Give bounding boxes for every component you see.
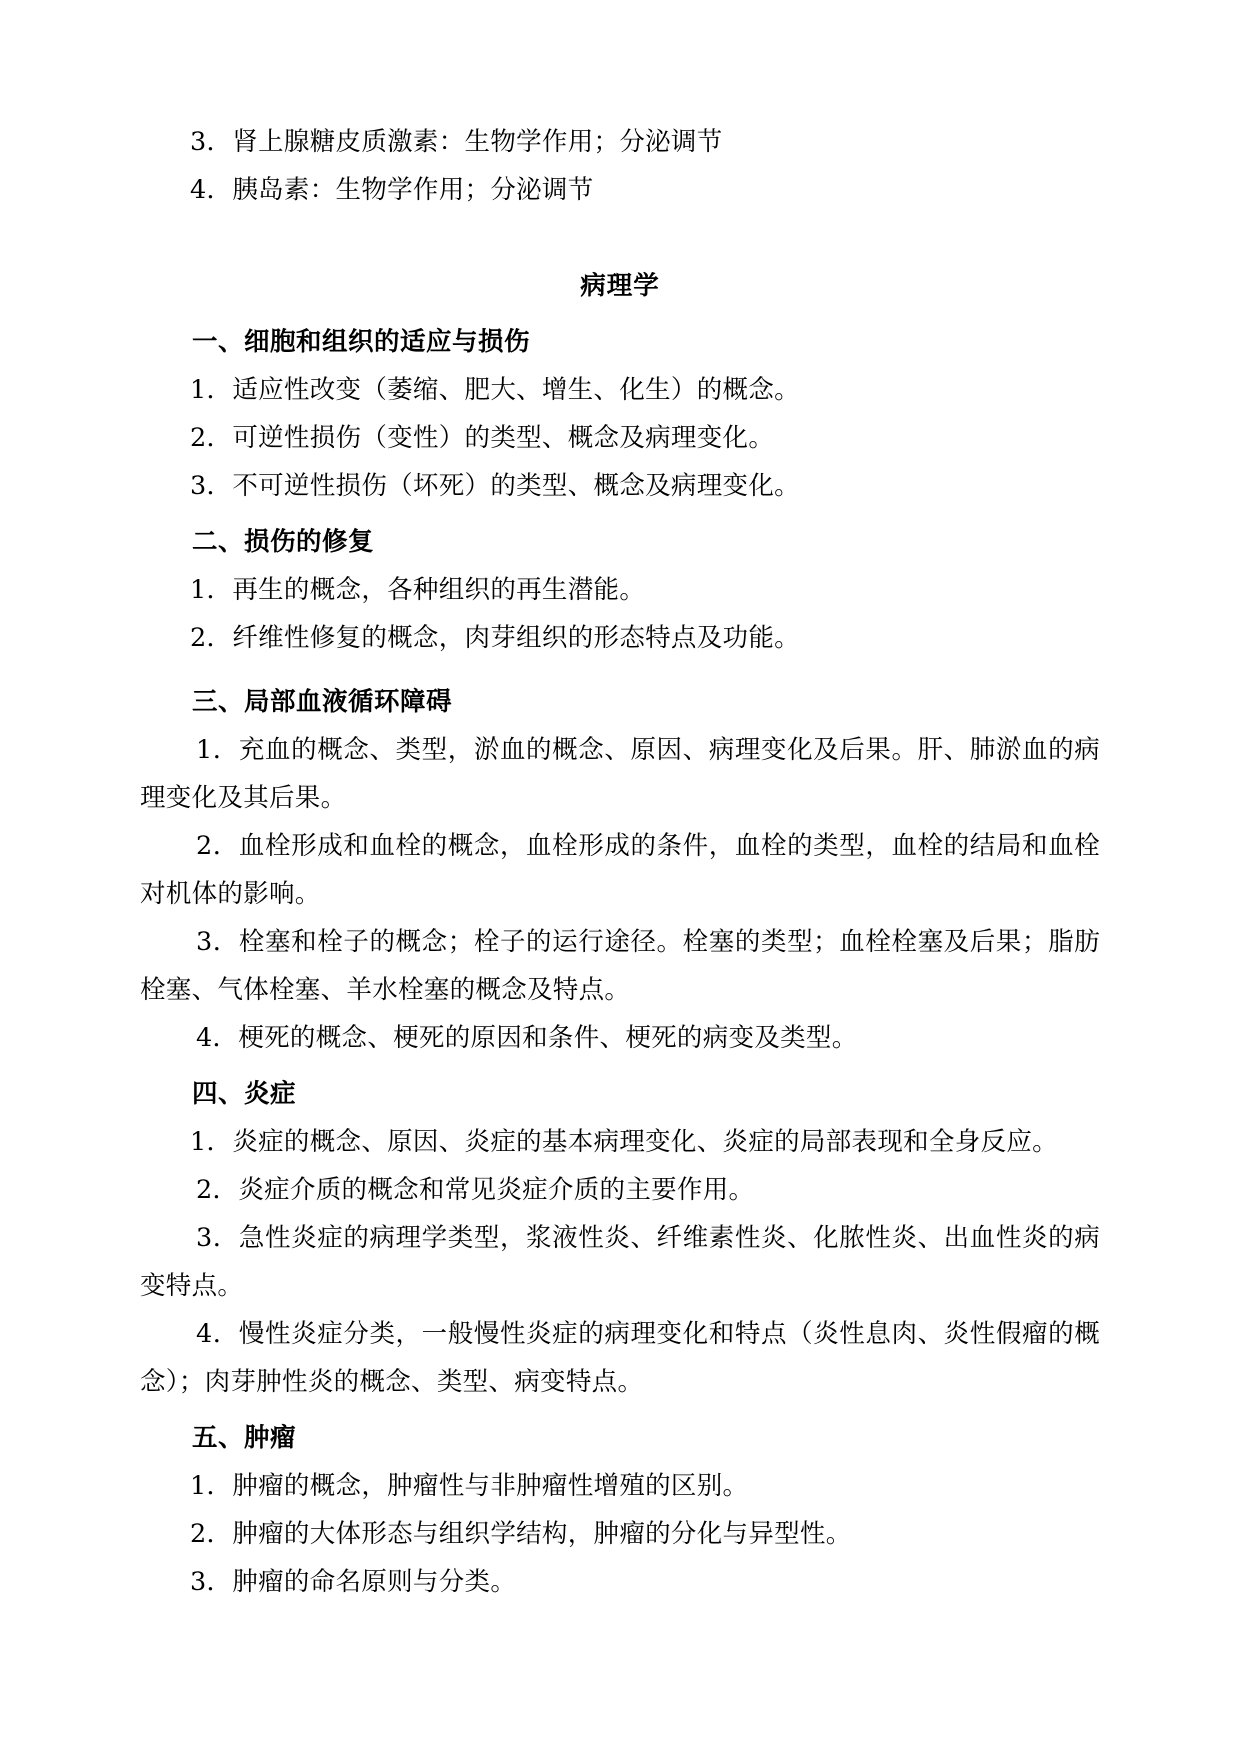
title-spacer <box>140 214 1100 262</box>
list-item: 1．肿瘤的概念，肿瘤性与非肿瘤性增殖的区别。 <box>190 1471 749 1501</box>
continued-items-block <box>140 118 1100 214</box>
list-item: 2．可逆性损伤（变性）的类型、概念及病理变化。 <box>190 423 775 453</box>
list-item: 2．纤维性修复的概念，肉芽组织的形态特点及功能。 <box>190 623 800 653</box>
section-gap <box>140 1062 1100 1070</box>
list-item: 1．再生的概念，各种组织的再生潜能。 <box>190 575 646 605</box>
section-gap <box>140 510 1100 518</box>
section-block <box>140 1070 1100 1406</box>
section-heading: 四、炎症 <box>192 1079 297 1109</box>
list-item: 1．适应性改变（萎缩、肥大、增生、化生）的概念。 <box>190 375 800 405</box>
list-item: 4．慢性炎症分类，一般慢性炎症的病理变化和特点（炎性息肉、炎性假瘤的概念）；肉芽肿性炎的概念、类型、病变特点。 <box>140 1319 1100 1397</box>
title-gap <box>140 310 1100 318</box>
list-item: 3．不可逆性损伤（坏死）的类型、概念及病理变化。 <box>190 471 800 501</box>
list-item: 2．肿瘤的大体形态与组织学结构，肿瘤的分化与异型性。 <box>190 1519 852 1549</box>
section-block <box>140 1414 1100 1606</box>
list-item: 3．栓塞和栓子的概念；栓子的运行途径。栓塞的类型；血栓栓塞及后果；脂肪栓塞、气体栓塞、羊水栓塞的概念及特点。 <box>140 927 1100 1005</box>
section-block <box>140 518 1100 662</box>
section-block <box>140 318 1100 510</box>
list-item: 4．梗死的概念、梗死的原因和条件、梗死的病变及类型。 <box>196 1023 858 1053</box>
list-item: 3．肿瘤的命名原则与分类。 <box>190 1567 517 1597</box>
section-heading: 一、细胞和组织的适应与损伤 <box>192 327 531 357</box>
list-item: 4．胰岛素：生物学作用；分泌调节 <box>190 175 594 205</box>
section-heading: 三、局部血液循环障碍 <box>192 687 453 717</box>
list-item: 3．肾上腺糖皮质激素：生物学作用；分泌调节 <box>190 127 723 157</box>
list-item: 1．炎症的概念、原因、炎症的基本病理变化、炎症的局部表现和全身反应。 <box>190 1127 1058 1157</box>
list-item: 1．充血的概念、类型，淤血的概念、原因、病理变化及后果。肝、肺淤血的病理变化及其后果。 <box>140 735 1100 813</box>
section-gap <box>140 662 1100 678</box>
section-block <box>140 678 1100 1062</box>
list-item: 3．急性炎症的病理学类型，浆液性炎、纤维素性炎、化脓性炎、出血性炎的病变特点。 <box>140 1223 1100 1301</box>
list-item: 2．血栓形成和血栓的概念，血栓形成的条件，血栓的类型，血栓的结局和血栓对机体的影响。 <box>140 831 1100 909</box>
page-title: 病理学 <box>580 271 660 301</box>
section-heading: 二、损伤的修复 <box>192 527 375 557</box>
section-gap <box>140 1406 1100 1414</box>
list-item: 2．炎症介质的概念和常见炎症介质的主要作用。 <box>196 1175 755 1205</box>
section-heading: 五、肿瘤 <box>192 1423 297 1453</box>
page-content <box>140 118 1100 1606</box>
